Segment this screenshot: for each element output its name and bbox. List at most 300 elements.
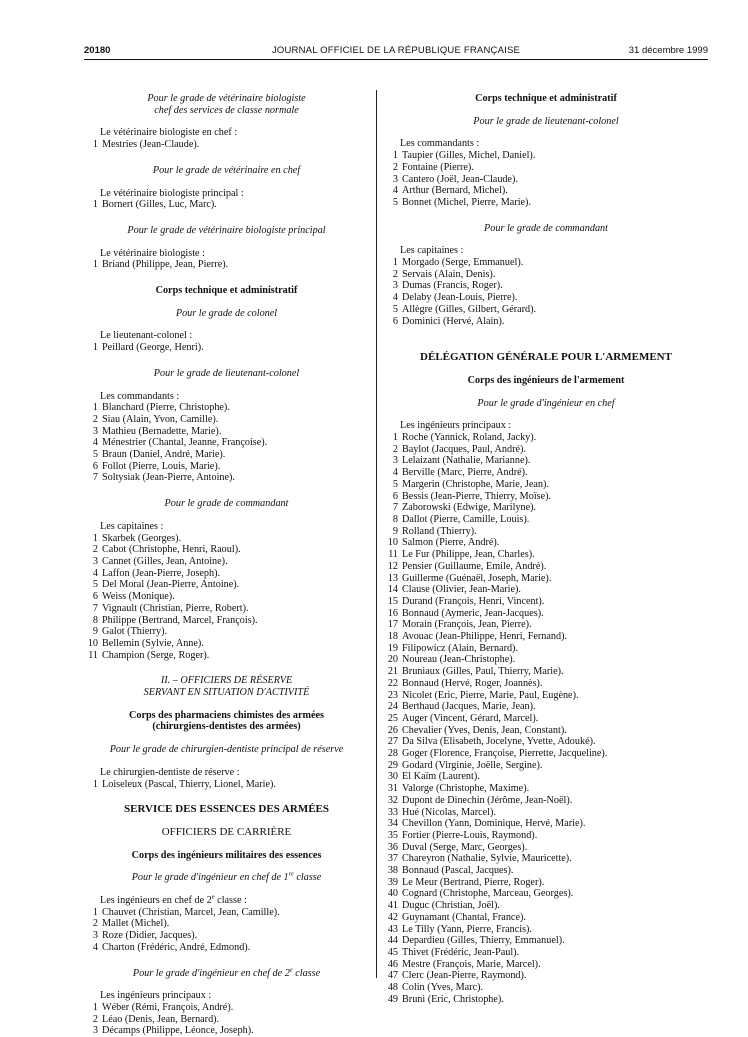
entry-name: Bonnaud (Pascal, Jacques). <box>402 865 514 877</box>
entry-rank: 21 <box>387 666 398 678</box>
list-intro: Les capitaines : <box>100 520 164 532</box>
page-number: 20180 <box>84 45 111 56</box>
entry-name: Cabot (Christophe, Henri, Raoul). <box>102 544 241 556</box>
list-entry <box>384 713 708 725</box>
corps-heading: Corps des ingénieurs militaires des essences <box>131 849 322 861</box>
entry-name: Le Fur (Philippe, Jean, Charles). <box>402 549 535 561</box>
list-entry <box>84 544 369 556</box>
entry-name: Mallet (Michel). <box>102 918 170 930</box>
entry-name: Mathieu (Bernadette, Marie). <box>102 425 222 437</box>
entry-rank: 48 <box>387 982 398 994</box>
entry-name: Rolland (Thierry). <box>402 525 477 537</box>
name-list <box>84 907 369 954</box>
reserve-line: SERVANT EN SITUATION D'ACTIVITÉ <box>143 687 310 699</box>
entry-rank: 25 <box>387 712 398 724</box>
entry-name: Dallot (Pierre, Camille, Louis). <box>402 513 530 525</box>
section-subtitle: Pour le grade d'ingénieur en chef <box>477 397 615 409</box>
list-entry <box>384 842 708 854</box>
entry-name: Taupier (Gilles, Michel, Daniel). <box>402 150 536 162</box>
entry-name: El Kaïm (Laurent). <box>402 771 480 783</box>
right-column <box>384 93 708 1006</box>
list-entry <box>84 402 369 414</box>
section-subtitle <box>84 968 369 980</box>
entry-name: Peillard (George, Henri). <box>102 342 204 354</box>
list-entry <box>384 818 708 830</box>
name-list <box>84 199 369 211</box>
name-list <box>84 533 369 662</box>
list-intro: Les commandants : <box>100 390 180 402</box>
entry-rank: 6 <box>392 490 398 502</box>
entry-rank: 4 <box>92 567 98 579</box>
entry-rank: 2 <box>92 544 98 556</box>
journal-title: JOURNAL OFFICIEL DE LA RÉPUBLIQUE FRANÇAISE <box>271 45 521 56</box>
entry-rank: 1 <box>92 259 98 271</box>
list-entry <box>384 935 708 947</box>
list-entry <box>384 736 708 748</box>
list-entry <box>84 533 369 545</box>
entry-rank: 6 <box>92 460 98 472</box>
entry-rank: 24 <box>387 701 398 713</box>
entry-rank: 42 <box>387 911 398 923</box>
entry-name: Depardieu (Gilles, Thierry, Emmanuel). <box>402 935 565 947</box>
list-entry <box>384 643 708 655</box>
list-entry <box>84 472 369 484</box>
entry-name: Léao (Denis, Jean, Bernard). <box>102 1013 220 1025</box>
entry-name: Baylot (Jacques, Paul, André). <box>402 443 526 455</box>
list-entry <box>384 502 708 514</box>
list-entry <box>84 942 369 954</box>
entry-rank: 7 <box>92 472 98 484</box>
entry-rank: 2 <box>92 1013 98 1025</box>
subtitle-superscript: e <box>289 966 293 974</box>
entry-name: Bruni (Eric, Christophe). <box>402 993 504 1005</box>
entry-rank: 13 <box>387 572 398 584</box>
entry-rank: 3 <box>92 930 98 942</box>
reserve-line: II. – OFFICIERS DE RÉSERVE <box>160 675 293 687</box>
entry-name: Bellemin (Sylvie, Anne). <box>102 637 204 649</box>
list-entry <box>84 579 369 591</box>
entry-name: Cantero (Joël, Jean-Claude). <box>402 173 518 185</box>
entry-rank: 17 <box>387 619 398 631</box>
entry-name: Cognard (Christophe, Marceau, Georges). <box>402 888 574 900</box>
entry-rank: 15 <box>387 595 398 607</box>
entry-rank: 10 <box>87 637 98 649</box>
list-entry <box>384 807 708 819</box>
entry-name: Skarbek (Georges). <box>102 532 182 544</box>
entry-name: Goger (Florence, Françoise, Pierrette, Jacqueline). <box>402 748 608 760</box>
entry-name: Morain (François, Jean, Pierre). <box>402 619 532 631</box>
entry-name: Del Moral (Jean-Pierre, Antoine). <box>102 579 240 591</box>
entry-name: Ménestrier (Chantal, Jeanne, Françoise). <box>102 437 268 449</box>
entry-rank: 11 <box>88 649 98 661</box>
list-entry <box>384 783 708 795</box>
entry-rank: 2 <box>392 268 398 280</box>
corps-heading-line: Corps des pharmaciens chimistes des armées <box>129 709 324 721</box>
entry-name: Weiss (Monique). <box>102 591 175 603</box>
entry-rank: 1 <box>92 778 98 790</box>
list-entry <box>384 432 708 444</box>
list-entry <box>384 162 708 174</box>
list-entry <box>384 150 708 162</box>
subtitle-line: Pour le grade de vétérinaire biologiste <box>147 93 306 104</box>
list-intro: Le chirurgien-dentiste de réserve : <box>100 766 240 778</box>
entry-name: Bonnaud (Aymeric, Jean-Jacques). <box>402 607 544 619</box>
entry-name: Berville (Marc, Pierre, André). <box>402 467 528 479</box>
list-entry <box>384 619 708 631</box>
entry-rank: 3 <box>92 1025 98 1037</box>
list-entry <box>384 467 708 479</box>
entry-name: Thivet (Frédéric, Jean-Paul). <box>402 947 520 958</box>
entry-rank: 2 <box>92 918 98 930</box>
list-entry <box>84 779 369 791</box>
list-entry <box>84 1025 369 1037</box>
entry-rank: 3 <box>392 455 398 467</box>
entry-rank: 5 <box>392 303 398 315</box>
entry-rank: 18 <box>387 631 398 643</box>
entry-rank: 8 <box>92 614 98 626</box>
subtitle-line: chef des services de classe normale <box>154 104 299 116</box>
intro-text: classe : <box>214 895 247 907</box>
list-entry <box>384 666 708 678</box>
entry-name: Servais (Alain, Denis). <box>402 268 496 280</box>
entry-name: Cannet (Gilles, Jean, Antoine). <box>102 555 228 567</box>
column-divider <box>376 90 377 978</box>
corps-heading: Corps technique et administratif <box>155 285 298 297</box>
list-entry <box>84 1002 369 1014</box>
list-entry <box>84 259 369 271</box>
entry-name: Dominici (Hervé, Alain). <box>402 315 505 327</box>
corps-heading: Corps des ingénieurs de l'armement <box>467 374 625 386</box>
entry-name: Galot (Thierry). <box>102 626 168 638</box>
entry-rank: 1 <box>92 1001 98 1013</box>
entry-name: Margerin (Christophe, Marie, Jean). <box>402 478 549 490</box>
section-subtitle: Pour le grade de vétérinaire en chef <box>152 164 301 176</box>
list-intro: Le vétérinaire biologiste en chef : <box>100 127 238 139</box>
list-entry <box>384 994 708 1006</box>
list-entry <box>384 795 708 807</box>
entry-name: Clause (Olivier, Jean-Marie). <box>402 584 521 596</box>
section-subtitle <box>84 93 369 116</box>
list-entry <box>384 970 708 982</box>
entry-rank: 5 <box>92 449 98 461</box>
entry-name: Lelaizant (Nathalie, Marianne). <box>402 455 531 467</box>
entry-rank: 2 <box>392 161 398 173</box>
entry-name: Vignault (Christian, Pierre, Robert). <box>102 602 249 614</box>
entry-name: Auger (Vincent, Gérard, Marcel). <box>402 712 539 724</box>
list-intro: Le vétérinaire biologiste principal : <box>100 187 244 199</box>
entry-name: Wéber (Rémi, François, André). <box>102 1001 234 1013</box>
entry-name: Allègre (Gilles, Gilbert, Gérard). <box>402 303 537 315</box>
list-entry <box>384 865 708 877</box>
list-entry <box>384 760 708 772</box>
name-list <box>84 779 369 791</box>
list-entry <box>84 414 369 426</box>
entry-rank: 1 <box>92 199 98 211</box>
subtitle-text: Pour le grade d'ingénieur en chef de 1 <box>131 872 289 884</box>
entry-name: Champion (Serge, Roger). <box>102 649 210 661</box>
entry-rank: 1 <box>92 139 98 151</box>
service-heading: SERVICE DES ESSENCES DES ARMÉES <box>123 803 330 816</box>
list-entry <box>84 930 369 942</box>
delegation-heading: DÉLÉGATION GÉNÉRALE POUR L'ARMEMENT <box>420 351 672 364</box>
list-entry <box>384 830 708 842</box>
list-entry <box>384 596 708 608</box>
entry-rank: 1 <box>92 342 98 354</box>
entry-name: Clerc (Jean-Pierre, Raymond). <box>402 970 527 982</box>
list-entry <box>384 690 708 702</box>
entry-name: Berthaud (Jacques, Marie, Jean). <box>402 701 536 713</box>
entry-rank: 19 <box>387 642 398 654</box>
entry-rank: 32 <box>387 794 398 806</box>
entry-rank: 6 <box>392 315 398 327</box>
entry-rank: 1 <box>92 402 98 414</box>
list-entry <box>384 444 708 456</box>
entry-name: Valorge (Christophe, Maxime). <box>402 783 530 795</box>
list-entry <box>84 139 369 151</box>
section-subtitle: Pour le grade de colonel <box>175 307 278 319</box>
entry-rank: 27 <box>387 736 398 748</box>
list-intro: Les ingénieurs principaux : <box>400 420 512 432</box>
list-entry <box>384 526 708 538</box>
name-list <box>84 259 369 271</box>
section-subtitle <box>84 872 369 884</box>
entry-rank: 44 <box>387 935 398 947</box>
entry-name: Chauvet (Christian, Marcel, Jean, Camille). <box>102 906 280 918</box>
list-entry <box>384 701 708 713</box>
entry-name: Bonnet (Michel, Pierre, Marie). <box>402 196 532 208</box>
list-entry <box>84 907 369 919</box>
entry-name: Filipowicz (Alain, Bernard). <box>402 642 518 654</box>
list-entry <box>384 888 708 900</box>
name-list <box>84 342 369 354</box>
entry-name: Dumas (Francis, Roger). <box>402 280 503 292</box>
name-list <box>84 139 369 151</box>
entry-name: Guynamant (Chantal, France). <box>402 911 526 923</box>
list-entry <box>384 269 708 281</box>
list-entry <box>84 591 369 603</box>
name-list <box>84 1002 369 1037</box>
entry-rank: 1 <box>92 532 98 544</box>
section-subtitle: Pour le grade de chirurgien-dentiste principal de réserve <box>109 744 344 756</box>
entry-name: Follot (Pierre, Louis, Marie). <box>102 460 221 472</box>
entry-name: Bornert (Gilles, Luc, Marc). <box>102 199 217 211</box>
list-intro: Les capitaines : <box>400 245 464 257</box>
list-entry <box>84 437 369 449</box>
section-subtitle: Pour le grade de vétérinaire biologiste principal <box>127 224 326 236</box>
list-entry <box>384 924 708 936</box>
officers-heading: OFFICIERS DE CARRIÈRE <box>161 825 292 838</box>
name-list <box>384 257 708 327</box>
entry-name: Roche (Yannick, Roland, Jacky). <box>402 432 537 444</box>
entry-rank: 20 <box>387 654 398 666</box>
corps-heading <box>84 710 369 733</box>
list-entry <box>84 603 369 615</box>
subtitle-superscript: re <box>288 870 294 878</box>
list-entry <box>384 608 708 620</box>
entry-rank: 31 <box>387 783 398 795</box>
entry-name: Loiseleux (Pascal, Thierry, Lionel, Marie). <box>102 778 276 790</box>
list-intro: Le lieutenant-colonel : <box>100 330 193 342</box>
list-entry <box>384 561 708 573</box>
entry-rank: 14 <box>387 584 398 596</box>
list-entry <box>384 573 708 585</box>
entry-name: Philippe (Bertrand, Marcel, François). <box>102 614 258 626</box>
entry-rank: 1 <box>392 257 398 269</box>
entry-name: Blanchard (Pierre, Christophe). <box>102 402 230 414</box>
entry-rank: 3 <box>92 425 98 437</box>
list-entry <box>384 514 708 526</box>
list-entry <box>384 174 708 186</box>
entry-name: Guillerme (Guénaël, Joseph, Marie). <box>402 572 552 584</box>
entry-name: Le Meur (Bertrand, Pierre, Roger). <box>402 876 545 888</box>
list-entry <box>84 449 369 461</box>
entry-rank: 49 <box>387 993 398 1005</box>
entry-rank: 5 <box>392 196 398 208</box>
section-subtitle: Pour le grade de commandant <box>164 498 289 510</box>
entry-name: Bessis (Jean-Pierre, Thierry, Moïse). <box>402 490 552 502</box>
entry-rank: 23 <box>387 689 398 701</box>
entry-rank: 3 <box>92 555 98 567</box>
entry-rank: 10 <box>387 537 398 549</box>
entry-rank: 28 <box>387 748 398 760</box>
entry-rank: 46 <box>387 958 398 970</box>
list-entry <box>384 654 708 666</box>
entry-rank: 1 <box>392 150 398 162</box>
list-entry <box>384 912 708 924</box>
section-subtitle: Pour le grade de commandant <box>484 222 608 234</box>
issue-date: 31 décembre 1999 <box>628 45 708 56</box>
list-intro: Les commandants : <box>400 138 480 150</box>
entry-rank: 6 <box>92 591 98 603</box>
entry-name: Fontaine (Pierre). <box>402 161 474 173</box>
entry-name: Dupont de Dinechin (Jérôme, Jean-Noël). <box>402 794 573 806</box>
entry-rank: 40 <box>387 888 398 900</box>
list-entry <box>384 959 708 971</box>
entry-rank: 11 <box>388 549 398 561</box>
list-entry <box>384 877 708 889</box>
entry-rank: 38 <box>387 865 398 877</box>
entry-rank: 16 <box>387 607 398 619</box>
entry-rank: 29 <box>387 759 398 771</box>
list-entry <box>384 304 708 316</box>
entry-name: Bonnaud (Hervé, Roger, Joannès). <box>402 677 543 689</box>
entry-rank: 9 <box>392 525 398 537</box>
entry-name: Chevillon (Yann, Dominique, Hervé, Marie). <box>402 818 586 830</box>
entry-name: Le Tilly (Yann, Pierre, Francis). <box>402 923 532 935</box>
entry-name: Delaby (Jean-Louis, Pierre). <box>402 292 518 304</box>
entry-name: Pensier (Guillaume, Emile, André). <box>402 560 547 572</box>
entry-rank: 3 <box>392 280 398 292</box>
entry-name: Soltysiak (Jean-Pierre, Antoine). <box>102 472 235 484</box>
entry-rank: 5 <box>392 478 398 490</box>
entry-name: Noureau (Jean-Christophe). <box>402 654 516 666</box>
name-list <box>84 402 369 484</box>
list-entry <box>84 342 369 354</box>
list-entry <box>384 678 708 690</box>
entry-name: Mestries (Jean-Claude). <box>102 139 200 151</box>
list-entry <box>84 918 369 930</box>
list-entry <box>384 185 708 197</box>
list-entry <box>384 455 708 467</box>
entry-name: Briand (Philippe, Jean, Pierre). <box>102 259 229 271</box>
list-entry <box>84 556 369 568</box>
reserve-heading <box>84 675 369 698</box>
list-entry <box>384 900 708 912</box>
entry-rank: 47 <box>387 970 398 982</box>
list-entry <box>384 257 708 269</box>
name-list <box>384 150 708 209</box>
list-intro: Le vétérinaire biologiste : <box>100 247 205 259</box>
list-entry <box>384 584 708 596</box>
entry-name: Laffon (Jean-Pierre, Joseph). <box>102 567 221 579</box>
entry-rank: 12 <box>387 560 398 572</box>
entry-name: Zaborowski (Edwige, Marilyne). <box>402 502 537 514</box>
entry-name: Bruniaux (Gilles, Paul, Thierry, Marie). <box>402 666 564 678</box>
entry-rank: 34 <box>387 818 398 830</box>
entry-rank: 22 <box>387 677 398 689</box>
entry-rank: 2 <box>92 413 98 425</box>
list-entry <box>384 631 708 643</box>
entry-rank: 9 <box>92 626 98 638</box>
entry-name: Colin (Yves, Marc). <box>402 982 484 994</box>
subtitle-text: classe <box>293 872 322 884</box>
entry-rank: 26 <box>387 724 398 736</box>
entry-rank: 43 <box>387 923 398 935</box>
entry-rank: 35 <box>387 829 398 841</box>
entry-name: Morgado (Serge, Emmanuel). <box>402 257 524 269</box>
entry-name: Siau (Alain, Yvon, Camille). <box>102 413 219 425</box>
entry-rank: 37 <box>387 853 398 865</box>
list-entry <box>84 568 369 580</box>
entry-rank: 3 <box>392 173 398 185</box>
subtitle-text: classe <box>292 967 321 979</box>
entry-rank: 39 <box>387 876 398 888</box>
entry-rank: 8 <box>392 513 398 525</box>
intro-text: Les ingénieurs en chef de 2 <box>100 895 212 907</box>
corps-heading: Corps technique et administratif <box>475 93 617 104</box>
entry-rank: 1 <box>92 906 98 918</box>
list-entry <box>384 292 708 304</box>
entry-rank: 7 <box>392 502 398 514</box>
entry-rank: 7 <box>92 602 98 614</box>
entry-rank: 30 <box>387 771 398 783</box>
entry-name: Da Silva (Elisabeth, Jocelyne, Yvette, Adouké). <box>402 736 596 748</box>
list-entry <box>84 426 369 438</box>
entry-name: Roze (Didier, Jacques). <box>102 930 198 942</box>
intro-superscript: e <box>211 893 215 901</box>
list-entry <box>384 549 708 561</box>
entry-rank: 4 <box>392 185 398 197</box>
list-entry <box>384 491 708 503</box>
list-entry <box>384 197 708 209</box>
list-entry <box>384 316 708 328</box>
list-entry <box>84 626 369 638</box>
list-entry <box>384 725 708 737</box>
list-entry <box>384 771 708 783</box>
list-entry <box>84 1014 369 1026</box>
entry-name: Mestre (François, Marie, Marcel). <box>402 958 541 970</box>
entry-name: Durand (François, Henri, Vincent). <box>402 595 545 607</box>
entry-name: Arthur (Bernard, Michel). <box>402 185 508 197</box>
entry-rank: 4 <box>92 941 98 953</box>
entry-name: Chareyron (Nathalie, Sylvie, Mauricette). <box>402 853 572 865</box>
list-entry <box>384 947 708 959</box>
corps-heading-line: (chirurgiens-dentistes des armées) <box>152 721 301 733</box>
entry-name: Duval (Serge, Marc, Georges). <box>402 841 528 853</box>
entry-rank: 41 <box>387 900 398 912</box>
section-subtitle: Pour le grade de lieutenant-colonel <box>153 367 300 379</box>
list-entry <box>384 280 708 292</box>
